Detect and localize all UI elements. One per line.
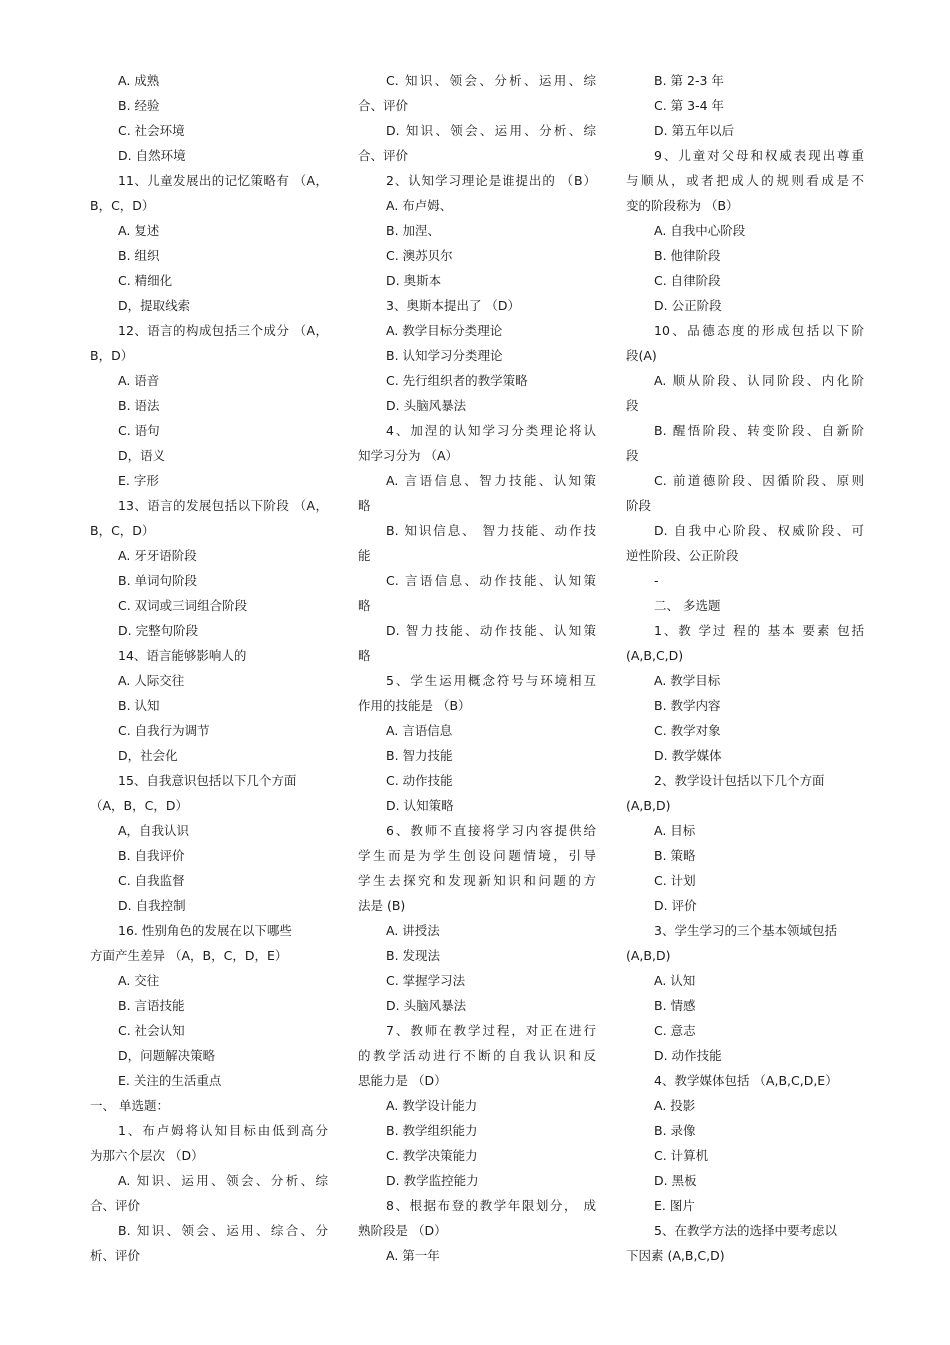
text-line: D. 头脑风暴法 [386,398,467,413]
text-line: C. 先行组织者的教学策略 [386,373,528,388]
text-line: 阶段 [626,498,652,513]
text-line: B. 言语技能 [118,998,185,1013]
text-line: D. 黑板 [654,1173,697,1188]
text-line: E. 图片 [654,1198,695,1213]
text-line: B. 情感 [654,998,696,1013]
text-line: D. 自然环境 [118,148,186,163]
text-line: C. 第 3-4 年 [654,98,725,113]
text-line: （A，B，C，D） [90,798,188,813]
text-line: A. 顺从阶段、认同阶段、内化阶 [654,373,864,388]
text-line: D. 第五年以后 [654,123,735,138]
text-line: A. 言语信息、智力技能、认知策 [386,473,596,488]
text-line: 3、学生学习的三个基本领域包括 [654,923,837,938]
text-line: 学生去探究和发现新知识和问题的方 [358,873,596,888]
text-line: 段 [626,448,639,463]
text-line: C. 计划 [654,873,696,888]
text-line: 16. 性别角色的发展在以下哪些 [118,923,292,938]
text-line: C. 动作技能 [386,773,453,788]
text-line: 熟阶段是 （D） [358,1223,447,1238]
text-line: B. 自我评价 [118,848,185,863]
text-line: 能 [358,548,371,563]
text-line: B. 第 2-3 年 [654,73,724,88]
text-line: D. 智力技能、动作技能、认知策 [386,623,596,638]
text-line: 5、学生运用概念符号与环境相互 [386,673,596,688]
text-line: A. 第一年 [386,1248,440,1263]
text-line: 方面产生差异 （A，B，C，D，E） [90,948,288,963]
text-line: 段(A) [626,348,657,363]
text-line: 学生而是为学生创设问题情境，引导 [358,848,596,863]
text-line: - [654,573,659,588]
text-line: B. 他律阶段 [654,248,721,263]
text-line: 一、 单选题： [90,1098,169,1113]
text-line: 合、评价 [90,1198,141,1213]
text-line: A. 知识、运用、领会、分析、综 [118,1173,328,1188]
text-line: 知学习分为 （A） [358,448,459,463]
text-line: 法是 (B) [358,898,406,913]
text-line: D. 头脑风暴法 [386,998,467,1013]
text-line: 略 [358,648,371,663]
text-line: D，社会化 [118,748,178,763]
text-line: A，自我认识 [118,823,190,838]
text-line: C. 教学对象 [654,723,721,738]
text-line: D. 完整句阶段 [118,623,199,638]
text-line: B. 知识、领会、运用、综合、分 [118,1223,328,1238]
text-line: (A,B,C,D) [626,648,684,663]
text-line: A. 自我中心阶段 [654,223,746,238]
text-line: 1、教 学过 程的 基本 要素 包括 [654,623,864,638]
text-line: 10、品德态度的形成包括以下阶 [654,323,864,338]
text-line: C. 自我监督 [118,873,185,888]
text-line: 13、语言的发展包括以下阶段 （A， [118,498,328,513]
text-line: A. 牙牙语阶段 [118,548,197,563]
text-line: A. 教学设计能力 [386,1098,478,1113]
text-line: B. 发现法 [386,948,441,963]
text-line: A. 讲授法 [386,923,440,938]
text-line: 下因素 (A,B,C,D) [626,1248,725,1263]
text-line: 8、根据布登的教学年限划分， 成 [386,1198,596,1213]
text-line: B. 醒悟阶段、转变阶段、自新阶 [654,423,864,438]
text-line: A. 人际交往 [118,673,185,688]
text-line: B. 知识信息、 智力技能、动作技 [386,523,596,538]
text-line: A. 教学目标分类理论 [386,323,503,338]
text-line: D. 教学媒体 [654,748,722,763]
text-line: 3、奥斯本提出了 （D） [386,298,521,313]
text-line: A. 语音 [118,373,160,388]
text-line: C. 计算机 [654,1148,709,1163]
text-line: D. 自我控制 [118,898,186,913]
text-line: 2、教学设计包括以下几个方面 [654,773,825,788]
text-column-middle [358,68,596,1268]
text-line: B. 单词句阶段 [118,573,198,588]
text-line: A. 认知 [654,973,696,988]
text-line: 14、语言能够影响人的 [118,648,247,663]
text-line: B. 录像 [654,1123,696,1138]
text-line: B. 策略 [654,848,696,863]
text-line: 7、教师在教学过程，对正在进行 [386,1023,596,1038]
text-line: B. 组织 [118,248,160,263]
text-line: 11、儿童发展出的记忆策略有 （A， [118,173,328,188]
text-line: 段 [626,398,639,413]
text-line: 略 [358,598,371,613]
text-line: C. 教学决策能力 [386,1148,478,1163]
text-line: C. 意志 [654,1023,696,1038]
text-line: 4、教学媒体包括 （A,B,C,D,E） [654,1073,838,1088]
text-column-right [626,68,864,1268]
text-line: 略 [358,498,371,513]
text-line: B，C，D） [90,198,155,213]
text-line: D. 自我中心阶段、权威阶段、可 [654,523,864,538]
text-line: 变的阶段称为 （B） [626,198,739,213]
text-line: C. 双词或三词组合阶段 [118,598,248,613]
text-line: D. 知识、领会、运用、分析、综 [386,123,596,138]
text-line: A. 成熟 [118,73,160,88]
text-line: C. 社会认知 [118,1023,185,1038]
text-line: B. 经验 [118,98,160,113]
text-line: 的教学活动进行不断的自我认识和反 [358,1048,596,1063]
text-line: A. 交往 [118,973,160,988]
text-line: D，语义 [118,448,166,463]
text-line: D. 教学监控能力 [386,1173,479,1188]
text-line: C. 澳苏贝尔 [386,248,453,263]
text-line: A. 复述 [118,223,160,238]
text-line: C. 自我行为调节 [118,723,210,738]
text-column-left [90,68,328,1268]
text-line: B. 语法 [118,398,160,413]
text-line: 4、加涅的认知学习分类理论将认 [386,423,596,438]
text-line: 合、评价 [358,148,409,163]
text-line: A. 言语信息 [386,723,453,738]
text-line: D. 动作技能 [654,1048,722,1063]
text-line: E. 字形 [118,473,159,488]
text-line: B. 加涅、 [386,223,441,238]
text-line: B. 认知学习分类理论 [386,348,503,363]
text-line: D. 认知策略 [386,798,454,813]
text-line: 作用的技能是 （B） [358,698,471,713]
text-line: C. 精细化 [118,273,173,288]
text-line: C. 言语信息、动作技能、认知策 [386,573,596,588]
text-line: B. 教学组织能力 [386,1123,478,1138]
text-line: 逆性阶段、公正阶段 [626,548,739,563]
text-line: A. 教学目标 [654,673,721,688]
text-line: 析、评价 [90,1248,141,1263]
text-line: B，C，D） [90,523,155,538]
text-line: D，提取线索 [118,298,191,313]
text-line: E. 关注的生活重点 [118,1073,222,1088]
text-line: C. 前道德阶段、因循阶段、原则 [654,473,864,488]
text-line: (A,B,D) [626,798,671,813]
text-line: 合、评价 [358,98,409,113]
text-line: 15、自我意识包括以下几个方面 [118,773,297,788]
text-line: 2、认知学习理论是谁提出的 （B） [386,173,596,188]
text-line: D. 奥斯本 [386,273,442,288]
text-line: D. 公正阶段 [654,298,722,313]
text-line: C. 语句 [118,423,160,438]
text-line: D. 评价 [654,898,697,913]
text-line: (A,B,D) [626,948,671,963]
text-line: A. 投影 [654,1098,696,1113]
text-line: 6、教师不直接将学习内容提供给 [386,823,596,838]
text-line: A. 布卢姆、 [386,198,453,213]
text-line: C. 掌握学习法 [386,973,466,988]
text-line: C. 社会环境 [118,123,185,138]
text-line: 二、 多选题 [654,598,721,613]
text-line: A. 目标 [654,823,696,838]
text-line: 为那六个层次 （D） [90,1148,204,1163]
text-line: 1、布卢姆将认知目标由低到高分 [118,1123,328,1138]
text-line: B. 认知 [118,698,160,713]
text-line: 与顺从，或者把成人的规则看成是不 [626,173,864,188]
text-line: B. 智力技能 [386,748,453,763]
text-line: C. 自律阶段 [654,273,721,288]
text-line: C. 知识、领会、分析、运用、综 [386,73,596,88]
text-line: B. 教学内容 [654,698,721,713]
text-line: 12、语言的构成包括三个成分 （A， [118,323,328,338]
text-line: D，问题解决策略 [118,1048,216,1063]
text-line: 5、在教学方法的选择中要考虑以 [654,1223,837,1238]
text-line: 思能力是 （D） [358,1073,447,1088]
text-line: 9、儿童对父母和权威表现出尊重 [654,148,864,163]
text-line: B，D） [90,348,134,363]
